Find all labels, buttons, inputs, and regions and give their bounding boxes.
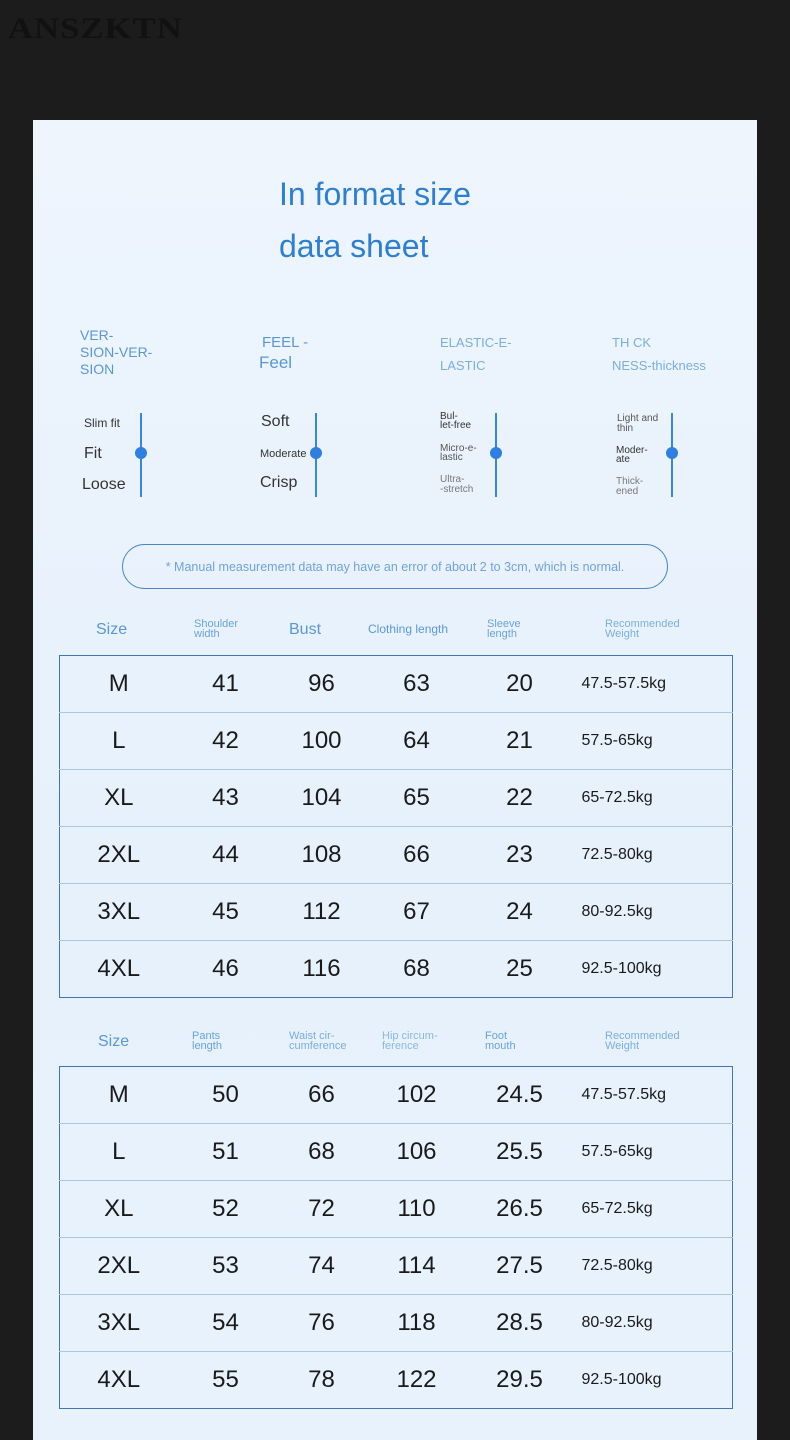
title-line-1: In format size [279, 176, 472, 212]
measurement-cell: 23 [464, 827, 576, 884]
size-cell: 2XL [60, 1238, 178, 1295]
top-header-shoulder: Shoulder width [194, 618, 239, 640]
measurement-cell: 41 [212, 670, 239, 697]
measurement-cell: 27.5 [464, 1238, 576, 1295]
attr-thickness-option-3: Thick- ened [616, 476, 644, 497]
measurement-cell: 42 [178, 713, 274, 770]
measurement-cell: 68 [274, 1124, 370, 1181]
measurement-cell: 65 [370, 770, 464, 827]
measurement-cell: 122 [370, 1352, 464, 1409]
measurement-cell: 102 [396, 1081, 437, 1108]
attr-version-option-1: Slim fit [84, 416, 120, 430]
measurement-note: * Manual measurement data may have an error of about 2 to 3cm, which is normal. [122, 544, 668, 589]
bottom-header-foot-mouth: Foot mouth [485, 1030, 516, 1052]
attr-elastic-option-1: Bul- let-free [440, 411, 472, 431]
measurement-cell: 25 [464, 941, 576, 998]
measurement-cell: 78 [274, 1352, 370, 1409]
size-cell: L [60, 713, 178, 770]
table-row [60, 827, 733, 884]
measurement-cell: 118 [370, 1295, 464, 1352]
size-sheet [33, 120, 757, 1440]
brand-logo: ANSZKTN [8, 12, 183, 45]
attr-elastic-option-3: Ultra- -stretch [440, 474, 474, 495]
measurement-cell: 63 [403, 670, 430, 697]
table-row [60, 1238, 733, 1295]
measurement-cell: 25.5 [464, 1124, 576, 1181]
measurement-cell: 68 [370, 941, 464, 998]
table-row [60, 884, 733, 941]
weight-cell: 80-92.5kg [576, 884, 733, 941]
weight-cell: 72.5-80kg [576, 1238, 733, 1295]
attr-elastic-heading: ELASTIC-E- LASTIC [440, 335, 512, 373]
measurement-cell: 66 [308, 1081, 335, 1108]
attr-elastic-indicator [490, 447, 502, 459]
measurement-cell: 104 [274, 770, 370, 827]
measurement-cell: 116 [274, 941, 370, 998]
attr-elastic-option-2: Micro-e- lastic [440, 443, 477, 463]
size-cell: 4XL [60, 941, 178, 998]
measurement-cell: 100 [274, 713, 370, 770]
measurement-cell: 66 [370, 827, 464, 884]
page-title [279, 168, 471, 272]
top-header-sleeve: Sleeve length [487, 618, 521, 640]
table-row [60, 1352, 733, 1409]
top-size-table-body [60, 656, 733, 998]
bottom-size-table [59, 1066, 733, 1409]
top-header-size: Size [96, 621, 128, 638]
measurement-cell: 45 [178, 884, 274, 941]
attr-feel-option-3: Crisp [260, 474, 298, 491]
size-cell: M [108, 670, 129, 697]
size-cell: 2XL [60, 827, 178, 884]
weight-cell: 47.5-57.5kg [581, 675, 667, 692]
measurement-cell: 21 [464, 713, 576, 770]
measurement-cell: 96 [308, 670, 335, 697]
measurement-cell: 72 [274, 1181, 370, 1238]
weight-cell: 57.5-65kg [576, 713, 733, 770]
top-header-bust: Bust [289, 621, 322, 638]
size-cell: L [60, 1124, 178, 1181]
measurement-cell: 50 [212, 1081, 239, 1108]
measurement-cell: 108 [274, 827, 370, 884]
top-header-clothing-length: Clothing length [368, 622, 449, 636]
weight-cell: 92.5-100kg [576, 1352, 733, 1409]
table-row [60, 713, 733, 770]
measurement-cell: 22 [464, 770, 576, 827]
attr-version-option-3: Loose [82, 476, 126, 493]
weight-cell: 65-72.5kg [576, 1181, 733, 1238]
bottom-header-weight: Recommended Weight [605, 1030, 680, 1052]
measurement-cell: 67 [370, 884, 464, 941]
measurement-cell: 51 [178, 1124, 274, 1181]
measurement-cell: 114 [370, 1238, 464, 1295]
size-cell: 4XL [60, 1352, 178, 1409]
weight-cell: 92.5-100kg [576, 941, 733, 998]
measurement-cell: 20 [506, 670, 533, 697]
size-cell: XL [60, 1181, 178, 1238]
size-cell: M [108, 1081, 129, 1108]
attr-thickness-indicator [666, 447, 678, 459]
bottom-header-pants-length: Pants length [192, 1030, 222, 1052]
measurement-cell: 110 [370, 1181, 464, 1238]
attr-thickness-option-1: Light and thin [617, 413, 659, 434]
measurement-cell: 29.5 [464, 1352, 576, 1409]
measurement-cell: 64 [370, 713, 464, 770]
attr-feel-indicator [310, 447, 322, 459]
title-line-2: data sheet [279, 228, 429, 264]
table-row [60, 941, 733, 998]
measurement-cell: 24 [464, 884, 576, 941]
bottom-header-waist: Waist cir- cumference [289, 1030, 347, 1052]
attr-feel-option-1: Soft [261, 413, 290, 430]
attr-version-indicator [135, 447, 147, 459]
attr-thickness-option-2: Moder- ate [616, 445, 648, 465]
measurement-cell: 43 [178, 770, 274, 827]
attr-feel-option-2: Moderate [260, 448, 307, 460]
table-row [60, 770, 733, 827]
measurement-cell: 28.5 [464, 1295, 576, 1352]
measurement-cell: 46 [178, 941, 274, 998]
top-size-table [59, 655, 733, 998]
bottom-size-table-body [60, 1067, 733, 1409]
table-row [60, 656, 733, 713]
measurement-cell: 24.5 [496, 1081, 543, 1108]
attr-thickness-heading: TH CK NESS-thickness [612, 335, 706, 373]
measurement-cell: 74 [274, 1238, 370, 1295]
bottom-header-hip: Hip circum- ference [382, 1030, 438, 1052]
attr-version-option-2: Fit [84, 445, 102, 462]
measurement-cell: 106 [370, 1124, 464, 1181]
measurement-cell: 52 [178, 1181, 274, 1238]
weight-cell: 80-92.5kg [576, 1295, 733, 1352]
weight-cell: 57.5-65kg [576, 1124, 733, 1181]
table-row [60, 1295, 733, 1352]
measurement-cell: 55 [178, 1352, 274, 1409]
top-header-weight: Recommended Weight [605, 618, 680, 640]
measurement-cell: 53 [178, 1238, 274, 1295]
table-row [60, 1067, 733, 1124]
measurement-cell: 26.5 [464, 1181, 576, 1238]
size-cell: XL [60, 770, 178, 827]
size-cell: 3XL [60, 884, 178, 941]
measurement-cell: 54 [178, 1295, 274, 1352]
weight-cell: 47.5-57.5kg [581, 1086, 667, 1103]
measurement-cell: 76 [274, 1295, 370, 1352]
size-cell: 3XL [60, 1295, 178, 1352]
table-row [60, 1181, 733, 1238]
attr-feel-heading: FEEL - Feel [259, 334, 309, 372]
measurement-cell: 112 [274, 884, 370, 941]
table-row [60, 1124, 733, 1181]
measurement-cell: 44 [178, 827, 274, 884]
weight-cell: 65-72.5kg [576, 770, 733, 827]
weight-cell: 72.5-80kg [576, 827, 733, 884]
attr-version-heading: VER- SION-VER- SION [80, 327, 153, 377]
bottom-header-size: Size [98, 1033, 130, 1050]
